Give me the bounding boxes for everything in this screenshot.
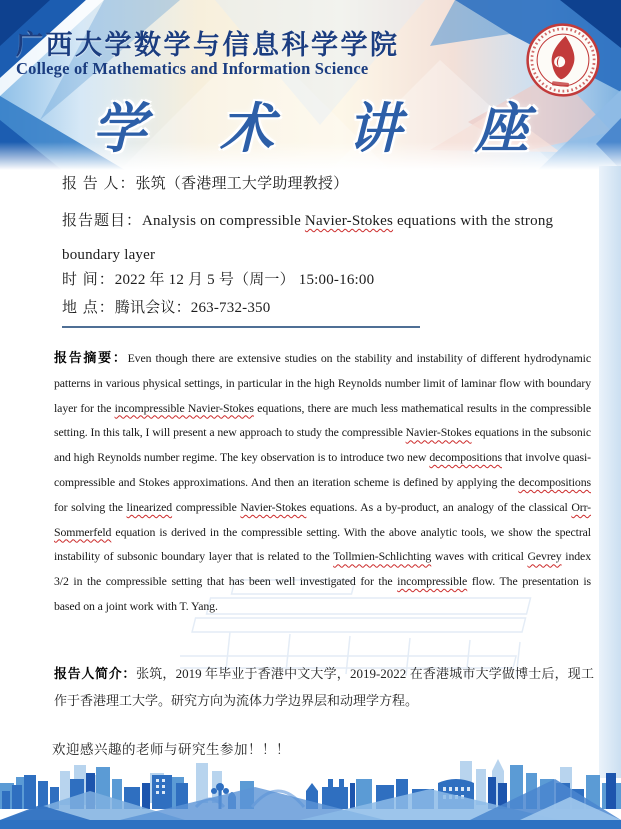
text-segment: flow. The presentation is based on a joint work with T. Yang. [54, 574, 591, 613]
text-segment: equations in the subsonic and high Reynolds number regime. The key observation is to introduce two new [54, 425, 591, 465]
spellcheck-flagged-term: linearized [126, 499, 173, 514]
text-segment: equations, there are much less mathematical results in the compressible setting. In this talk, I will present a new approach to study the compressible [54, 400, 591, 440]
text-segment: equations with the strong boundary layer [62, 213, 554, 263]
welcome-line: 欢迎感兴趣的老师与研究生参加！！！ [52, 742, 290, 757]
text-segment: equation is derived in the compressible setting. With the above analytic tools, we show the spectral instability of subsonic boundary layer that is related to the [54, 524, 591, 564]
text-segment: index 3/2 in the compressible setting that has been well investigated for the [54, 549, 591, 589]
text-segment: equations. As a by-product, an analogy of the classical [306, 499, 572, 514]
spellcheck-flagged-term: incompressible Navier-Stokes [114, 400, 254, 415]
spellcheck-flagged-term: Orr-Sommerfeld [54, 499, 592, 539]
spellcheck-flagged-term: decompositions [518, 474, 591, 489]
spellcheck-flagged-term: Tollmien-Schlichting [333, 549, 432, 564]
venue-value: 腾讯会议：263-732-350 [114, 300, 271, 316]
venue-line [62, 296, 607, 317]
time-line [62, 268, 607, 289]
bio-text: 张筑，2019 年毕业于香港中文大学，2019-2022 在香港城市大学做博士后，现工作于香港理工大学。研究方向为流体力学边界层和动理学方程。 [54, 666, 594, 708]
university-seal-icon [521, 18, 605, 102]
time-value: 2022 年 12 月 5 号（周一） 15:00-16:00 [114, 272, 375, 288]
spellcheck-flagged-term: incompressible [397, 574, 468, 589]
text-segment: that involve quasi-compressible and Stokes approximations. And then an iteration scheme is defined by applying the [54, 450, 591, 489]
spellcheck-flagged-term: Gevrey [527, 549, 562, 564]
time-label: 时 间： [62, 272, 115, 288]
speaker-bio-paragraph [54, 660, 594, 714]
footer-skyline [0, 757, 621, 829]
talk-title-label: 报告题目： [62, 213, 143, 229]
banner-title: 学 术 讲 座 [92, 99, 559, 159]
bio-label: 报告人简介： [54, 666, 137, 681]
text-segment: for solving the [54, 499, 127, 514]
venue-label: 地 点： [62, 300, 115, 316]
spellcheck-flagged-term: decompositions [429, 450, 502, 465]
abstract-paragraph [54, 346, 591, 619]
abstract-text [54, 351, 591, 613]
speaker-value: 张筑（香港理工大学助理教授） [135, 176, 349, 192]
speaker-line [62, 172, 607, 193]
college-name-block [16, 30, 400, 79]
spellcheck-flagged-term: Navier-Stokes [405, 425, 472, 440]
spellcheck-flagged-term: Navier-Stokes [240, 499, 307, 514]
talk-title-line [62, 204, 607, 272]
spellcheck-flagged-term: Navier-Stokes [304, 213, 394, 229]
poster-header [0, 0, 621, 170]
college-name-english: College of Mathematics and Information Science [16, 59, 369, 79]
text-segment: compressible [172, 499, 241, 514]
text-segment: Even though there are extensive studies on the stability and instability of different hydrodynamic patterns in various physical settings, in particular in the high Reynolds number limit of laminar flow with boundary layer for the [54, 351, 591, 415]
speaker-label: 报 告 人： [62, 176, 136, 192]
college-name-chinese: 广西大学数学与信息科学学院 [16, 30, 400, 60]
city-skyline-icon [0, 757, 621, 829]
page-edge-strip [599, 166, 621, 778]
section-divider [62, 326, 420, 328]
abstract-label: 报告摘要： [54, 350, 128, 365]
text-segment: waves with critical [431, 549, 528, 564]
text-segment: Analysis on compressible [142, 213, 305, 229]
